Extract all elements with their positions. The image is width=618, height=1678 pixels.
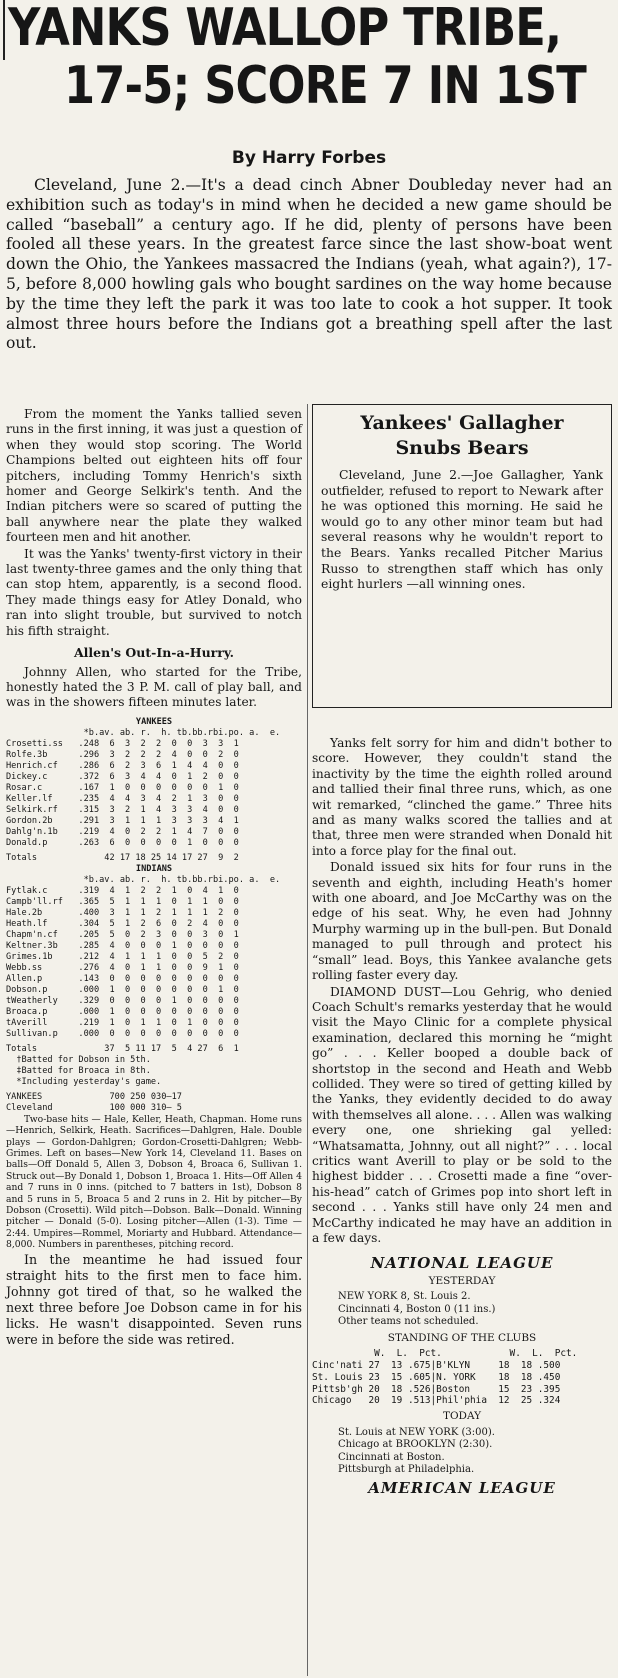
headline-line-1: YANKS WALLOP TRIBE, [8,0,562,58]
schedule-line: St. Louis at NEW YORK (3:00). [338,1426,495,1438]
indians-row: Broaca.p .000 1 0 0 0 0 0 0 0 0 [6,1006,239,1017]
national-league-standings [312,1256,612,1496]
yankees-row: Rolfe.3b .296 3 2 2 2 4 0 0 2 0 [6,749,239,760]
national-league-title: NATIONAL LEAGUE [370,1254,554,1273]
yankees-totals: Totals 42 17 18 25 14 17 27 9 2 [6,852,239,863]
sidebar-headline: Yankees' Gallagher Snubs Bears [360,412,564,459]
indians-row: Sullivan.p .000 0 0 0 0 0 0 0 0 0 [6,1028,239,1039]
indians-row: Heath.lf .304 5 1 2 6 0 2 4 0 0 [6,918,239,929]
lead-paragraph [6,176,612,354]
indians-row: Webb.ss .276 4 0 1 1 0 0 9 1 0 [6,962,239,973]
standings-row: W. L. Pct. W. L. Pct. [312,1348,578,1360]
sidebar-story-body [321,467,603,592]
left-border-rule [3,0,5,60]
yankees-row: Henrich.cf .286 6 2 3 6 1 4 4 0 0 [6,760,239,771]
result-line: Cincinnati 4, Boston 0 (11 ins.) [338,1303,496,1315]
right-column [312,736,612,1496]
today-label: TODAY [442,1410,482,1423]
yankees-row: Dickey.c .372 6 3 4 4 0 1 2 0 0 [6,771,239,782]
game-summary: Two-base hits — Hale, Keller, Heath, Chapman. Home runs—Henrich, Selkirk, Heath. Sacrifices—Dahlgren, Hale. Double plays — Gordon-Dahlgren; Gordon-Crosetti-Dahlgren; Webb-Grimes. Left on bases—New York 14, Cleveland 11. Bases on balls—Off Donald 5, Allen 3, Dobson 4, Broaca 6, Sullivan 1. Struck out—By Donald 1, Dobson 1, Broaca 1. Hits—Off Allen 4 and 7 runs in 0 inns. (pitched to 7 batters in 1st), Dobson 8 and 5 runs in 5, Broaca 5 and 2 runs in 2. Hit by pitcher—By Dobson (Crosetti). Wild pitch—Dobson. Balk—Donald. Winning pitcher — Donald (5-0). Losing pitcher—Allen (1-3). Time —2:44. Umpires—Rommel, Moriarty and Hubbard. Attendance—8,000. Numbers in parentheses, pitching record. [6,1113,302,1251]
lead-text: Cleveland, June 2.—It's a dead cinch Abner Doubleday never had an exhibition such as today's in mind when he decided a new game should be called “baseball” a century ago. If he did, plenty of persons have been fooled all these years. In the greatest farce since the last show-boat went down the Ohio, the Yankees massacred the Indians (yeah, what again?), 17-5, before 8,000 howling gals who bought sardines on the way home because by the time they left the park it was too late to cook a hot supper. It took almost three hours before the Indians got a breathing spell after the last out. [6,176,612,353]
left-column [6,407,302,1349]
american-league-title: AMERICAN LEAGUE [368,1478,556,1497]
yankees-row: Keller.lf .235 4 4 3 4 2 1 3 0 0 [6,793,239,804]
standings-row: St. Louis 23 15 .605|N. YORK 18 18 .450 [312,1371,561,1383]
article-paragraph: Donald issued six hits for four runs in the seventh and eighth, including Heath's homer with one aboard, and Joe McCarthy was on the edge of his seat. Why, he even had Johnny Murphy warming up in the bull-pen. But Donald managed to pull through and protect his “small” lead. Boys, this Yankee avalanche gets rolling faster every day. [312,860,612,983]
box-note: ‡Batted for Broaca in 8th. [6,1065,151,1076]
yankees-caption: YANKEES [135,716,173,727]
indians-row: Campb'll.rf .365 5 1 1 1 0 1 1 0 0 [6,896,239,907]
sidebar-story-box [312,404,612,708]
indians-row: tAverill .219 1 0 1 1 0 1 0 0 0 [6,1017,239,1028]
indians-row: Hale.2b .400 3 1 1 2 1 1 1 2 0 [6,907,239,918]
standings-row: Pittsb'gh 20 18 .526|Boston 15 23 .395 [312,1383,561,1395]
article-paragraph: Johnny Allen, who started for the Tribe, honestly hated the 3 P. M. call of play ball, and was in the showers fifteen minutes later. [6,664,302,710]
column-divider [307,404,308,1676]
article-paragraph: Yanks felt sorry for him and didn't bother to score. However, they couldn't stand the inactivity by the time the eighth rolled around and tallied their final three runs, which, as one wit remarked, “clinched the game.” Three hits and as many walks scored the tallies and at that, three men were stranded when Donald hit into a force play for the final out. [312,736,612,858]
subheading: Allen's Out-In-a-Hurry. [73,645,235,661]
yankees-row: Dahlg'n.1b .219 4 0 2 2 1 4 7 0 0 [6,826,239,837]
byline: By Harry Forbes [231,148,387,168]
result-line: NEW YORK 8, St. Louis 2. [338,1291,471,1303]
article-paragraph: It was the Yanks' twenty-first victory in their last twenty-three games and the only thing that can stop htem, apparently, is a second flood. They made things easy for Atley Donald, who ran into slight trouble, but survived to notch his fifth straight. [6,546,302,638]
indians-row: Allen.p .143 0 0 0 0 0 0 0 0 0 [6,973,239,984]
indians-row: Fytlak.c .319 4 1 2 2 1 0 4 1 0 [6,885,239,896]
yesterday-label: YESTERDAY [428,1274,496,1287]
indians-totals: Totals 37 5 11 17 5 4 27 6 1 [6,1043,239,1054]
indians-row: Keltner.3b .285 4 0 0 0 1 0 0 0 0 [6,940,239,951]
yankees-header: *b.av. ab. r. h. tb.bb.rbi.po. a. e. [6,727,281,738]
indians-caption: INDIANS [135,863,173,874]
schedule-line: Pittsburgh at Philadelphia. [338,1464,475,1476]
line-score: YANKEES 700 250 030—17 [6,1091,182,1102]
standing-label: STANDING OF THE CLUBS [387,1331,537,1344]
standings-row: Chicago 20 19 .513|Phil'phia 12 25 .324 [312,1395,561,1407]
indians-row: tWeatherly .329 0 0 0 0 1 0 0 0 0 [6,995,239,1006]
yankees-row: Donald.p .263 6 0 0 0 0 1 0 0 0 [6,837,239,848]
yankees-row: Crosetti.ss .248 6 3 2 2 0 0 3 3 1 [6,738,239,749]
yankees-row: Rosar.c .167 1 0 0 0 0 0 0 1 0 [6,782,239,793]
box-note: †Batted for Dobson in 5th. [6,1054,151,1065]
schedule-line: Chicago at BROOKLYN (2:30). [338,1439,493,1451]
result-line: Other teams not scheduled. [338,1316,479,1328]
box-score [6,717,302,1114]
yankees-row: Gordon.2b .291 3 1 1 1 3 3 3 4 1 [6,815,239,826]
sidebar-story-text: Cleveland, June 2.—Joe Gallagher, Yank outfielder, refused to report to Newark after he was optioned this morning. He said he would go to any other minor team but had several reasons why he wouldn't report to the Bears. Yanks recalled Pitcher Marius Russo to strengthen staff which has only eight hurlers —all winning ones. [321,467,603,592]
article-paragraph: In the meantime he had issued four straight hits to the first men to face him. Johnny got tired of that, so he walked the next three before Joe Dobson came in for his licks. He wasn't disappointed. Seven runs were in before the side was retired. [6,1251,302,1347]
article-paragraph: DIAMOND DUST—Lou Gehrig, who denied Coach Schult's remarks yesterday that he would visit the Mayo Clinic for a complete physical examination, declared this morning he “might go” . . . Keller booped a double back of shortstop in the second and Heath and Webb collided. They were so tired of getting killed by the Yanks, they evidently decided to do away with themselves all alone. . . . Allen was walking every one, one shrieking gal yelled: “Whatsamatta, Johnny, out all night?” . . . local critics want Averill to play or be sold to the highest bidder . . . Crosetti made a fine “over-his-head” catch of Grimes pop into short left in second . . . Yanks still have only 24 men and McCarthy indicated he may have an addition in a few days. [312,984,612,1245]
article-paragraph: From the moment the Yanks tallied seven runs in the first inning, it was just a question of when they would stop scoring. The World Champions belted out eighteen hits off four pitchers, including Tommy Henrich's sixth homer and George Selkirk's tenth. And the Indian pitchers were so scared of putting the ball anywhere near the plate they walked fourteen men and hit another. [6,407,302,545]
standings-row: Cinc'nati 27 13 .675|B'KLYN 18 18 .500 [312,1359,561,1371]
yankees-row: Selkirk.rf .315 3 2 1 4 3 3 4 0 0 [6,804,239,815]
box-note: *Including yesterday's game. [6,1076,162,1087]
headline-line-2: 17-5; SCORE 7 IN 1ST [64,56,586,116]
indians-row: Grimes.1b .212 4 1 1 1 0 0 5 2 0 [6,951,239,962]
indians-row: Dobson.p .000 1 0 0 0 0 0 0 1 0 [6,984,239,995]
line-score: Cleveland 100 000 310— 5 [6,1102,182,1113]
indians-row: Chapm'n.cf .205 5 0 2 3 0 0 3 0 1 [6,929,239,940]
schedule-line: Cincinnati at Boston. [338,1451,445,1463]
indians-header: *b.av. ab. r. h. tb.bb.rbi.po. a. e. [6,874,281,885]
